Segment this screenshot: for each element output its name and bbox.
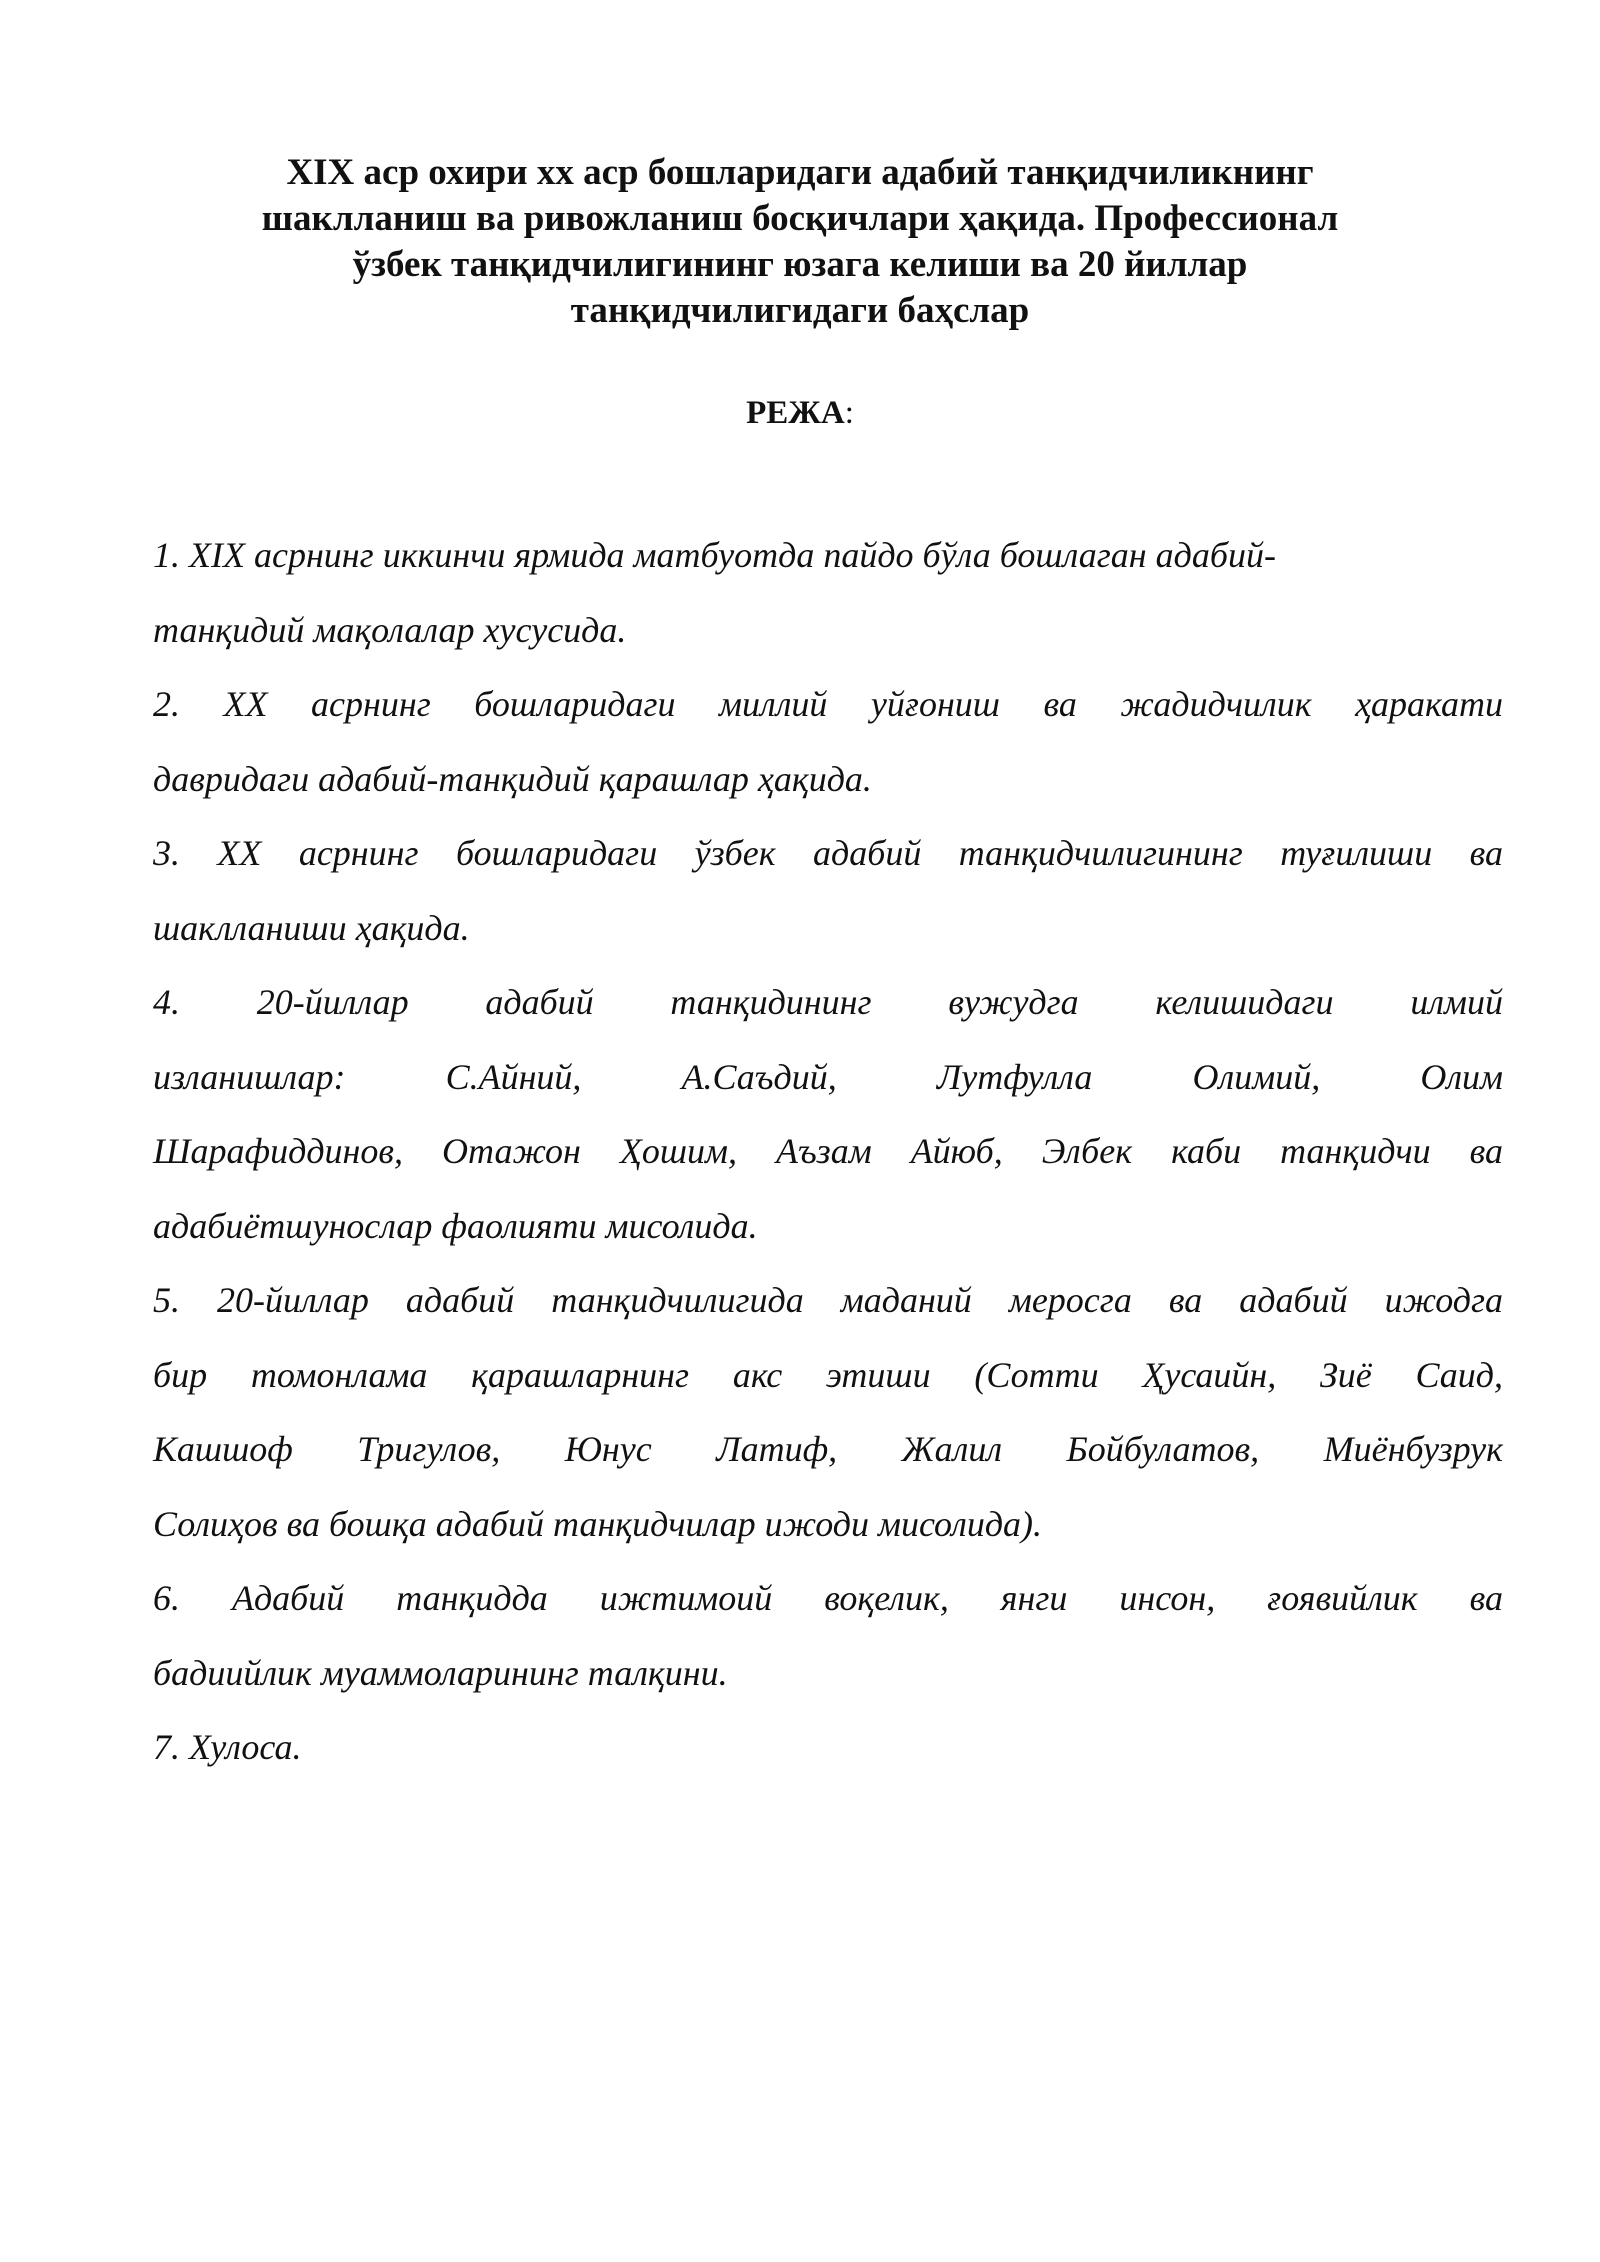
plan-line: адабиётшунослар фаолияти мисолида.: [153, 1205, 758, 1246]
title-line: XIX аср охири хх аср бошларидаги адабий танқидчиликнинг: [286, 152, 1314, 193]
plan-line: танқидий мақолалар хусусида.: [153, 609, 627, 650]
plan-item-4: [153, 965, 1503, 1263]
plan-line: 1. XIX асрнинг иккинчи ярмида матбуотда пайдо бўла бошлаган адабий-: [153, 535, 1276, 575]
plan-heading-colon: :: [844, 395, 854, 431]
plan-list: [153, 518, 1503, 1785]
plan-heading-label: РЕЖА: [746, 395, 845, 431]
plan-item-7: [153, 1710, 1503, 1785]
plan-line: Солиҳов ва бошқа адабий танқидчилар ижоди мисолида).: [153, 1503, 1043, 1544]
document-title: [150, 150, 1450, 334]
plan-line: 3. XX асрнинг бошларидаги ўзбек адабий танқидчилигининг туғилиши ва: [153, 833, 1503, 873]
plan-line: изланишлар: С.Айний, А.Саъдий, Лутфулла Олимий, Олим: [153, 1056, 1503, 1097]
plan-line: бадиийлик муаммоларининг талқини.: [153, 1652, 728, 1693]
plan-item-1: [153, 518, 1503, 667]
plan-item-6: [153, 1561, 1503, 1710]
plan-line: Кашшоф Тригулов, Юнус Латиф, Жалил Бойбулатов, Миёнбузрук: [153, 1429, 1503, 1469]
plan-line: 6. Адабий танқидда ижтимоий воқелик, янги инсон, ғоявийлик ва: [153, 1578, 1503, 1618]
plan-line: 5. 20-йиллар адабий танқидчилигида маданий меросга ва адабий ижодга: [153, 1280, 1503, 1320]
plan-heading: [0, 393, 1600, 433]
plan-line: давридаги адабий-танқидий қарашлар ҳақида.: [153, 758, 872, 799]
plan-item-3: [153, 816, 1503, 965]
plan-line: 4. 20-йиллар адабий танқидининг вужудга келишидаги илмий: [153, 982, 1503, 1022]
title-line: ўзбек танқидчилигининг юзага келиши ва 20 йиллар: [352, 244, 1248, 285]
plan-line: 2. XX асрнинг бошларидаги миллий уйғониш ва жадидчилик ҳаракати: [153, 684, 1503, 724]
plan-item-5: [153, 1263, 1503, 1561]
plan-line: 7. Хулоса.: [153, 1727, 302, 1767]
title-line: шаклланиш ва ривожланиш босқичлари ҳақида. Профессионал: [261, 198, 1339, 239]
plan-line: бир томонлама қарашларнинг акс этиши (Сотти Ҳусаийн, Зиё Саид,: [153, 1354, 1503, 1395]
plan-line: Шарафиддинов, Отажон Ҳошим, Аъзам Айюб, Элбек каби танқидчи ва: [153, 1131, 1503, 1171]
plan-item-2: [153, 667, 1503, 816]
plan-line: шаклланиши ҳақида.: [153, 907, 470, 948]
title-line: танқидчилигидаги баҳслар: [570, 290, 1030, 331]
